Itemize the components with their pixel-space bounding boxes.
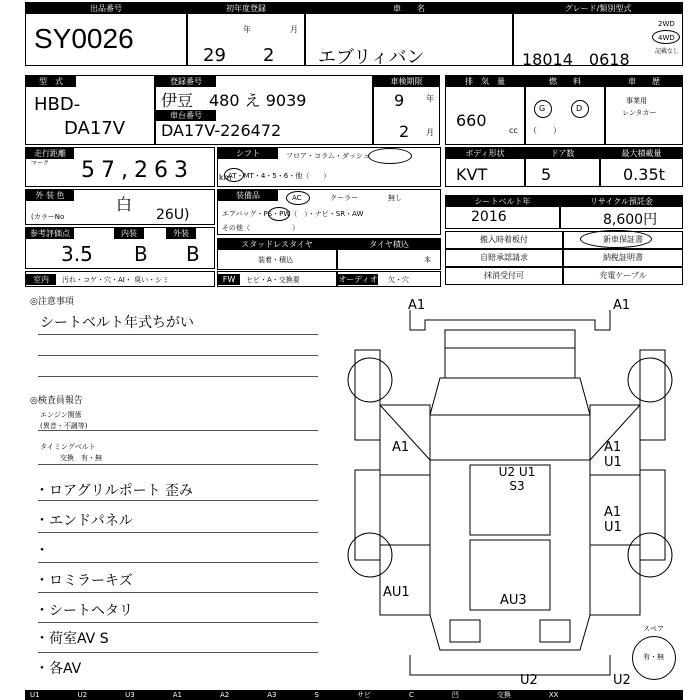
year-unit: 年	[243, 25, 251, 34]
lot-number: SY0026	[34, 23, 134, 54]
model-value-2: DA17V	[64, 118, 126, 139]
chassis-label: 車台番号	[156, 110, 216, 121]
diag-left-door: A1	[392, 440, 410, 455]
inspector-item-3: ・	[35, 543, 49, 559]
inspector-line	[38, 532, 318, 533]
equip-other: その他（ ）	[222, 224, 299, 232]
grade-value: 18014 0618	[522, 50, 630, 69]
legend-item: 交換	[496, 691, 511, 699]
legend-item: 凹	[451, 691, 459, 699]
body-box	[445, 147, 525, 187]
inspector-line	[38, 430, 318, 431]
history-rental: レンタカー	[622, 109, 657, 117]
carname-label: 車 名	[306, 3, 512, 14]
note-1: シートベルト年式ちがい	[40, 315, 194, 331]
legend-item: A1	[172, 691, 182, 699]
inspector-line	[38, 622, 318, 623]
exterior-grade-value: B	[186, 242, 200, 266]
doc-2-circle	[580, 230, 652, 248]
color-box	[25, 189, 215, 225]
payload-value: 0.35t	[623, 165, 665, 184]
model-box	[25, 75, 155, 145]
belt-label: シートベルト年	[446, 196, 559, 207]
legend-item: サビ	[356, 691, 371, 699]
reg-label: 登録番号	[156, 76, 216, 87]
color-label: 外 装 色	[26, 190, 74, 201]
fw-label: FW	[218, 274, 240, 285]
color-code-value: 26U)	[156, 207, 190, 223]
fuel-g: G	[539, 104, 546, 113]
legend-item: A2	[219, 691, 230, 699]
legend-item: U1	[30, 691, 40, 699]
mileage-value: 57,263	[81, 158, 194, 183]
timing-sub: 交換 有・無	[60, 454, 102, 462]
recycle-label: リサイクル預託金	[561, 196, 682, 207]
doc-6: 充電ケーブル	[563, 267, 683, 285]
equipment-label: 装備品	[218, 190, 278, 201]
doors-label: ドア数	[526, 148, 599, 159]
diag-right-rear: A1 U1	[604, 505, 622, 535]
equip-ac: AC	[292, 194, 302, 202]
history-business: 事業用	[626, 97, 647, 105]
drive-2wd: 2WD	[658, 20, 675, 28]
year-box	[187, 2, 305, 66]
payload-label: 最大積載量	[601, 148, 682, 159]
diag-bottom-right: U2	[613, 673, 631, 688]
diag-right-door: A1 U1	[604, 440, 622, 470]
fw-items: ヒビ・A・交換要	[246, 276, 300, 284]
notes-title: ◎注意事項	[30, 297, 74, 307]
equip-ps-circle	[268, 207, 290, 221]
inspector-line	[38, 562, 318, 563]
stud-options: 装着・積込	[258, 256, 293, 264]
inspector-title: ◎検査員報告	[30, 396, 83, 406]
month-unit: 月	[290, 25, 298, 34]
spare-label: スペア	[643, 625, 664, 633]
inspection-box	[373, 75, 440, 145]
history-label: 車 歴	[606, 76, 682, 87]
inspector-item-4: ・ロミラーキズ	[35, 573, 133, 589]
doc-5: 抹消受付可	[445, 267, 563, 285]
inspection-year-unit: 年	[426, 94, 434, 103]
legend-item: S	[314, 691, 319, 699]
shift-at-circle	[224, 168, 244, 182]
body-value: KVT	[456, 165, 488, 184]
tire-label: タイヤ積込	[338, 239, 440, 250]
inspector-line	[38, 592, 318, 593]
disp-label: 排 気 量	[446, 76, 524, 87]
tire-value: 本	[424, 256, 431, 264]
diag-bottom-left: U2	[520, 673, 538, 688]
note-line	[38, 334, 318, 335]
stud-label: スタッドレスタイヤ	[218, 239, 336, 250]
belt-value: 2016	[471, 209, 507, 225]
shift-gears: AT・MT・4・5・6・他（ ）	[228, 172, 331, 180]
equip-row: エアバッグ・PS・PW（ ）・ナビ・SR・AW	[222, 210, 364, 218]
disp-value: 660	[456, 111, 487, 130]
doors-box	[525, 147, 600, 187]
diag-left-rear: AU1	[383, 585, 410, 600]
carname-value: エブリィバン	[318, 47, 425, 68]
fuel-paren: （ ）	[529, 126, 561, 135]
audio-items: 欠・穴	[388, 276, 409, 284]
body-label: ボディ形状	[446, 148, 524, 159]
drive-4wd-circle	[652, 30, 680, 44]
interior-grade-label: 内装	[114, 228, 144, 239]
interior-grade-value: B	[134, 242, 148, 266]
audio-label: オーディオ	[338, 275, 378, 284]
model-label: 型 式	[26, 76, 76, 87]
drive-none: 記載なし	[655, 48, 680, 55]
recycle-value: 8,600円	[603, 212, 658, 228]
diag-a1-right: A1	[613, 298, 631, 313]
payload-box	[600, 147, 683, 187]
diag-center: U2 U1 S3	[498, 465, 536, 493]
fuel-label: 燃 料	[526, 76, 604, 87]
score-box	[25, 227, 215, 269]
lot-label: 出品番号	[26, 3, 186, 14]
note-line	[38, 355, 318, 356]
doc-2: 新車保証書	[563, 231, 683, 249]
inspection-month-unit: 月	[426, 128, 434, 137]
equip-cooler: クーラー	[330, 194, 358, 202]
inspector-line	[38, 464, 318, 465]
doors-value: 5	[541, 165, 552, 184]
disp-box	[445, 75, 525, 145]
color-value: 白	[116, 195, 133, 214]
doc-1: 搬入時着板付	[445, 231, 563, 249]
interior-box	[25, 271, 215, 287]
grade-label: グレード/類別型式	[514, 3, 682, 14]
disp-unit: cc	[509, 126, 518, 135]
history-box	[605, 75, 683, 145]
lot-box	[25, 2, 187, 66]
legend-item: C	[408, 691, 414, 699]
diag-a1-left: A1	[408, 298, 426, 313]
legend-item: U2	[77, 691, 88, 699]
diag-rear-center: AU3	[500, 593, 527, 608]
model-value-1: HBD-	[34, 94, 81, 115]
inspector-line	[38, 652, 318, 653]
inspector-item-2: ・エンドパネル	[35, 513, 133, 529]
reg-value: 伊豆 480 え 9039	[161, 91, 307, 110]
doc-4: 納税証明書	[563, 249, 683, 267]
carname-box	[305, 2, 513, 66]
chassis-value: DA17V-226472	[161, 121, 282, 140]
year-label: 初年度登録	[188, 3, 304, 14]
audio-box	[337, 271, 441, 287]
belt-box	[445, 195, 560, 229]
exterior-grade-label: 外装	[166, 228, 196, 239]
timing-label: タイミングベルト	[40, 443, 96, 451]
reg-box	[155, 75, 373, 145]
score-label: 参考評価点	[26, 228, 74, 239]
shift-dash-circle	[368, 148, 412, 164]
shift-options: フロア・コラム・ダッシュ	[286, 152, 370, 160]
equipment-box	[217, 189, 441, 235]
legend-item: U3	[125, 691, 135, 699]
inspector-item-5: ・シートヘタリ	[35, 603, 133, 619]
drive-4wd: 4WD	[658, 34, 675, 42]
fuel-box	[525, 75, 605, 145]
grade-box	[513, 2, 683, 69]
note-line	[38, 376, 318, 377]
legend	[30, 690, 680, 700]
mileage-box	[25, 147, 232, 187]
inspector-item-7: ・各AV	[35, 661, 82, 677]
mileage-unit: km	[219, 173, 232, 182]
inspection-label: 車検期限	[374, 76, 439, 87]
legend-item: XX	[548, 691, 559, 699]
inspector-item-6: ・荷室AV S	[35, 631, 109, 647]
fw-box	[217, 271, 337, 287]
inspection-year: 9	[394, 91, 405, 110]
spare-options: 有・無	[643, 653, 664, 661]
interior-label: 室内	[26, 274, 56, 285]
color-code-label: (カラーNo	[31, 213, 65, 221]
shift-box	[217, 147, 441, 187]
tire-box	[337, 238, 441, 270]
month-value: 2	[263, 45, 275, 66]
engine-label: エンジン関係	[40, 411, 82, 419]
recycle-box	[560, 195, 683, 229]
score-value: 3.5	[61, 242, 93, 266]
inspector-item-1: ・ロアグリルポート 歪み	[35, 483, 194, 499]
mileage-label: 走行距離	[26, 148, 74, 159]
engine-sub: (異音・不調等)	[40, 422, 88, 430]
year-value: 29	[203, 45, 226, 66]
shift-label: シフト	[218, 148, 278, 159]
equip-none: 無し	[388, 194, 402, 202]
doc-3: 自賠承認請求	[445, 249, 563, 267]
interior-items: 汚れ・コゲ・穴・AI・ 臭い・シミ	[62, 276, 170, 284]
inspection-month: 2	[399, 122, 410, 141]
mileage-sub: マーク	[31, 160, 50, 167]
legend-item: A3	[267, 691, 277, 699]
fuel-d: D	[576, 104, 583, 113]
stud-box	[217, 238, 337, 270]
inspector-line	[38, 500, 318, 501]
